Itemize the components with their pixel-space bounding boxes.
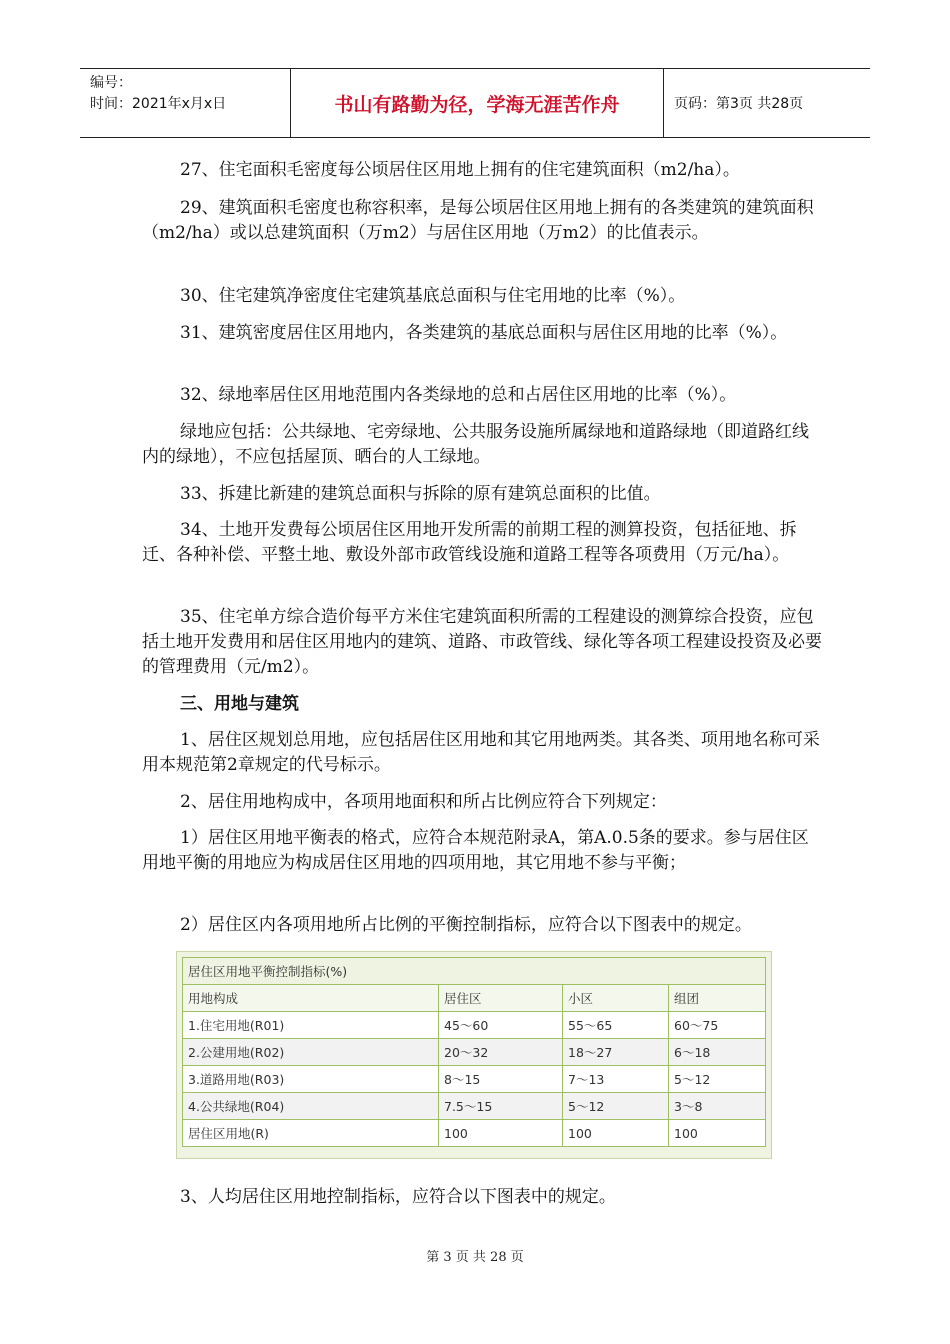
paragraph-section-3: 3、人均居住区用地控制指标，应符合以下图表中的规定。 (180, 1187, 616, 1207)
paragraph-section-2: 2、居住用地构成中，各项用地面积和所占比例应符合下列规定： (180, 792, 667, 812)
header-page-info: 页码：第3页 共28页 (674, 96, 804, 112)
table-cell: 1.住宅用地(R01) (183, 1012, 439, 1039)
table-cell: 3～8 (669, 1093, 766, 1120)
table-cell: 5～12 (669, 1066, 766, 1093)
table-cell: 100 (669, 1120, 766, 1147)
table-row (183, 1093, 766, 1120)
paragraph-27: 27、住宅面积毛密度每公顷居住区用地上拥有的住宅建筑面积（m2/ha）。 (180, 160, 740, 180)
land-balance-table (176, 951, 772, 1159)
header-meta (80, 69, 291, 137)
paragraph-29: 29、建筑面积毛密度也称容积率，是每公顷居住区用地上拥有的各类建筑的建筑面积（m2/ha）或以总建筑面积（万m2）与居住区用地（万m2）的比值表示。 (142, 198, 814, 243)
paragraph-section-1: 1、居住区规划总用地，应包括居住区用地和其它用地两类。其各类、项用地名称可采用本规范第2章规定的代号标示。 (142, 730, 820, 775)
code-label: 编号： (90, 75, 132, 91)
table-cell: 6～18 (669, 1039, 766, 1066)
paragraph-33: 33、拆建比新建的建筑总面积与拆除的原有建筑总面积的比值。 (180, 484, 661, 504)
table-cell: 60～75 (669, 1012, 766, 1039)
table-header: 小区 (563, 985, 669, 1012)
table-header: 组团 (669, 985, 766, 1012)
table-cell: 20～32 (439, 1039, 563, 1066)
page-footer: 第 3 页 共 28 页 (426, 1250, 524, 1265)
table-cell: 2.公建用地(R02) (183, 1039, 439, 1066)
paragraph-section-2-1: 1）居住区用地平衡表的格式，应符合本规范附录A，第A.0.5条的要求。参与居住区用地平衡的用地应为构成居住区用地的四项用地，其它用地不参与平衡； (142, 828, 809, 873)
paragraph-32: 32、绿地率居住区用地范围内各类绿地的总和占居住区用地的比率（%）。 (180, 385, 737, 405)
page-header (80, 68, 870, 138)
table-cell: 55～65 (563, 1012, 669, 1039)
time-label: 时间：2021年x月x日 (90, 96, 227, 112)
paragraph-34: 34、土地开发费每公顷居住区用地开发所需的前期工程的测算投资，包括征地、拆迁、各种补偿、平整土地、敷设外部市政管线设施和道路工程等各项费用（万元/ha）。 (142, 520, 797, 565)
table-cell: 4.公共绿地(R04) (183, 1093, 439, 1120)
table-cell: 18～27 (563, 1039, 669, 1066)
section-heading: 三、用地与建筑 (180, 694, 299, 714)
table-header: 用地构成 (183, 985, 439, 1012)
table-cell: 100 (439, 1120, 563, 1147)
table-cell: 7.5～15 (439, 1093, 563, 1120)
table-title: 居住区用地平衡控制指标(%) (183, 958, 766, 985)
paragraph-30: 30、住宅建筑净密度住宅建筑基底总面积与住宅用地的比率（%）。 (180, 286, 686, 306)
table-cell: 居住区用地(R) (183, 1120, 439, 1147)
table-cell: 3.道路用地(R03) (183, 1066, 439, 1093)
table-cell: 7～13 (563, 1066, 669, 1093)
paragraph-section-2-2: 2）居住区内各项用地所占比例的平衡控制指标，应符合以下图表中的规定。 (180, 915, 752, 935)
table-header: 居住区 (439, 985, 563, 1012)
table-cell: 45～60 (439, 1012, 563, 1039)
table-cell: 8～15 (439, 1066, 563, 1093)
table-row (183, 1120, 766, 1147)
table-cell: 100 (563, 1120, 669, 1147)
paragraph-35: 35、住宅单方综合造价每平方米住宅建筑面积所需的工程建设的测算综合投资，应包括土地开发费用和居住区用地内的建筑、道路、市政管线、绿化等各项工程建设投资及必要的管理费用（元/m2）。 (142, 607, 822, 677)
table-cell: 5～12 (563, 1093, 669, 1120)
table-row (183, 1012, 766, 1039)
paragraph-green-land: 绿地应包括：公共绿地、宅旁绿地、公共服务设施所属绿地和道路绿地（即道路红线内的绿地），不应包括屋顶、晒台的人工绿地。 (142, 422, 809, 467)
table-row (183, 1039, 766, 1066)
paragraph-31: 31、建筑密度居住区用地内，各类建筑的基底总面积与居住区用地的比率（%）。 (180, 323, 788, 343)
header-motto: 书山有路勤为径，学海无涯苦作舟 (291, 69, 664, 137)
table-row (183, 1066, 766, 1093)
